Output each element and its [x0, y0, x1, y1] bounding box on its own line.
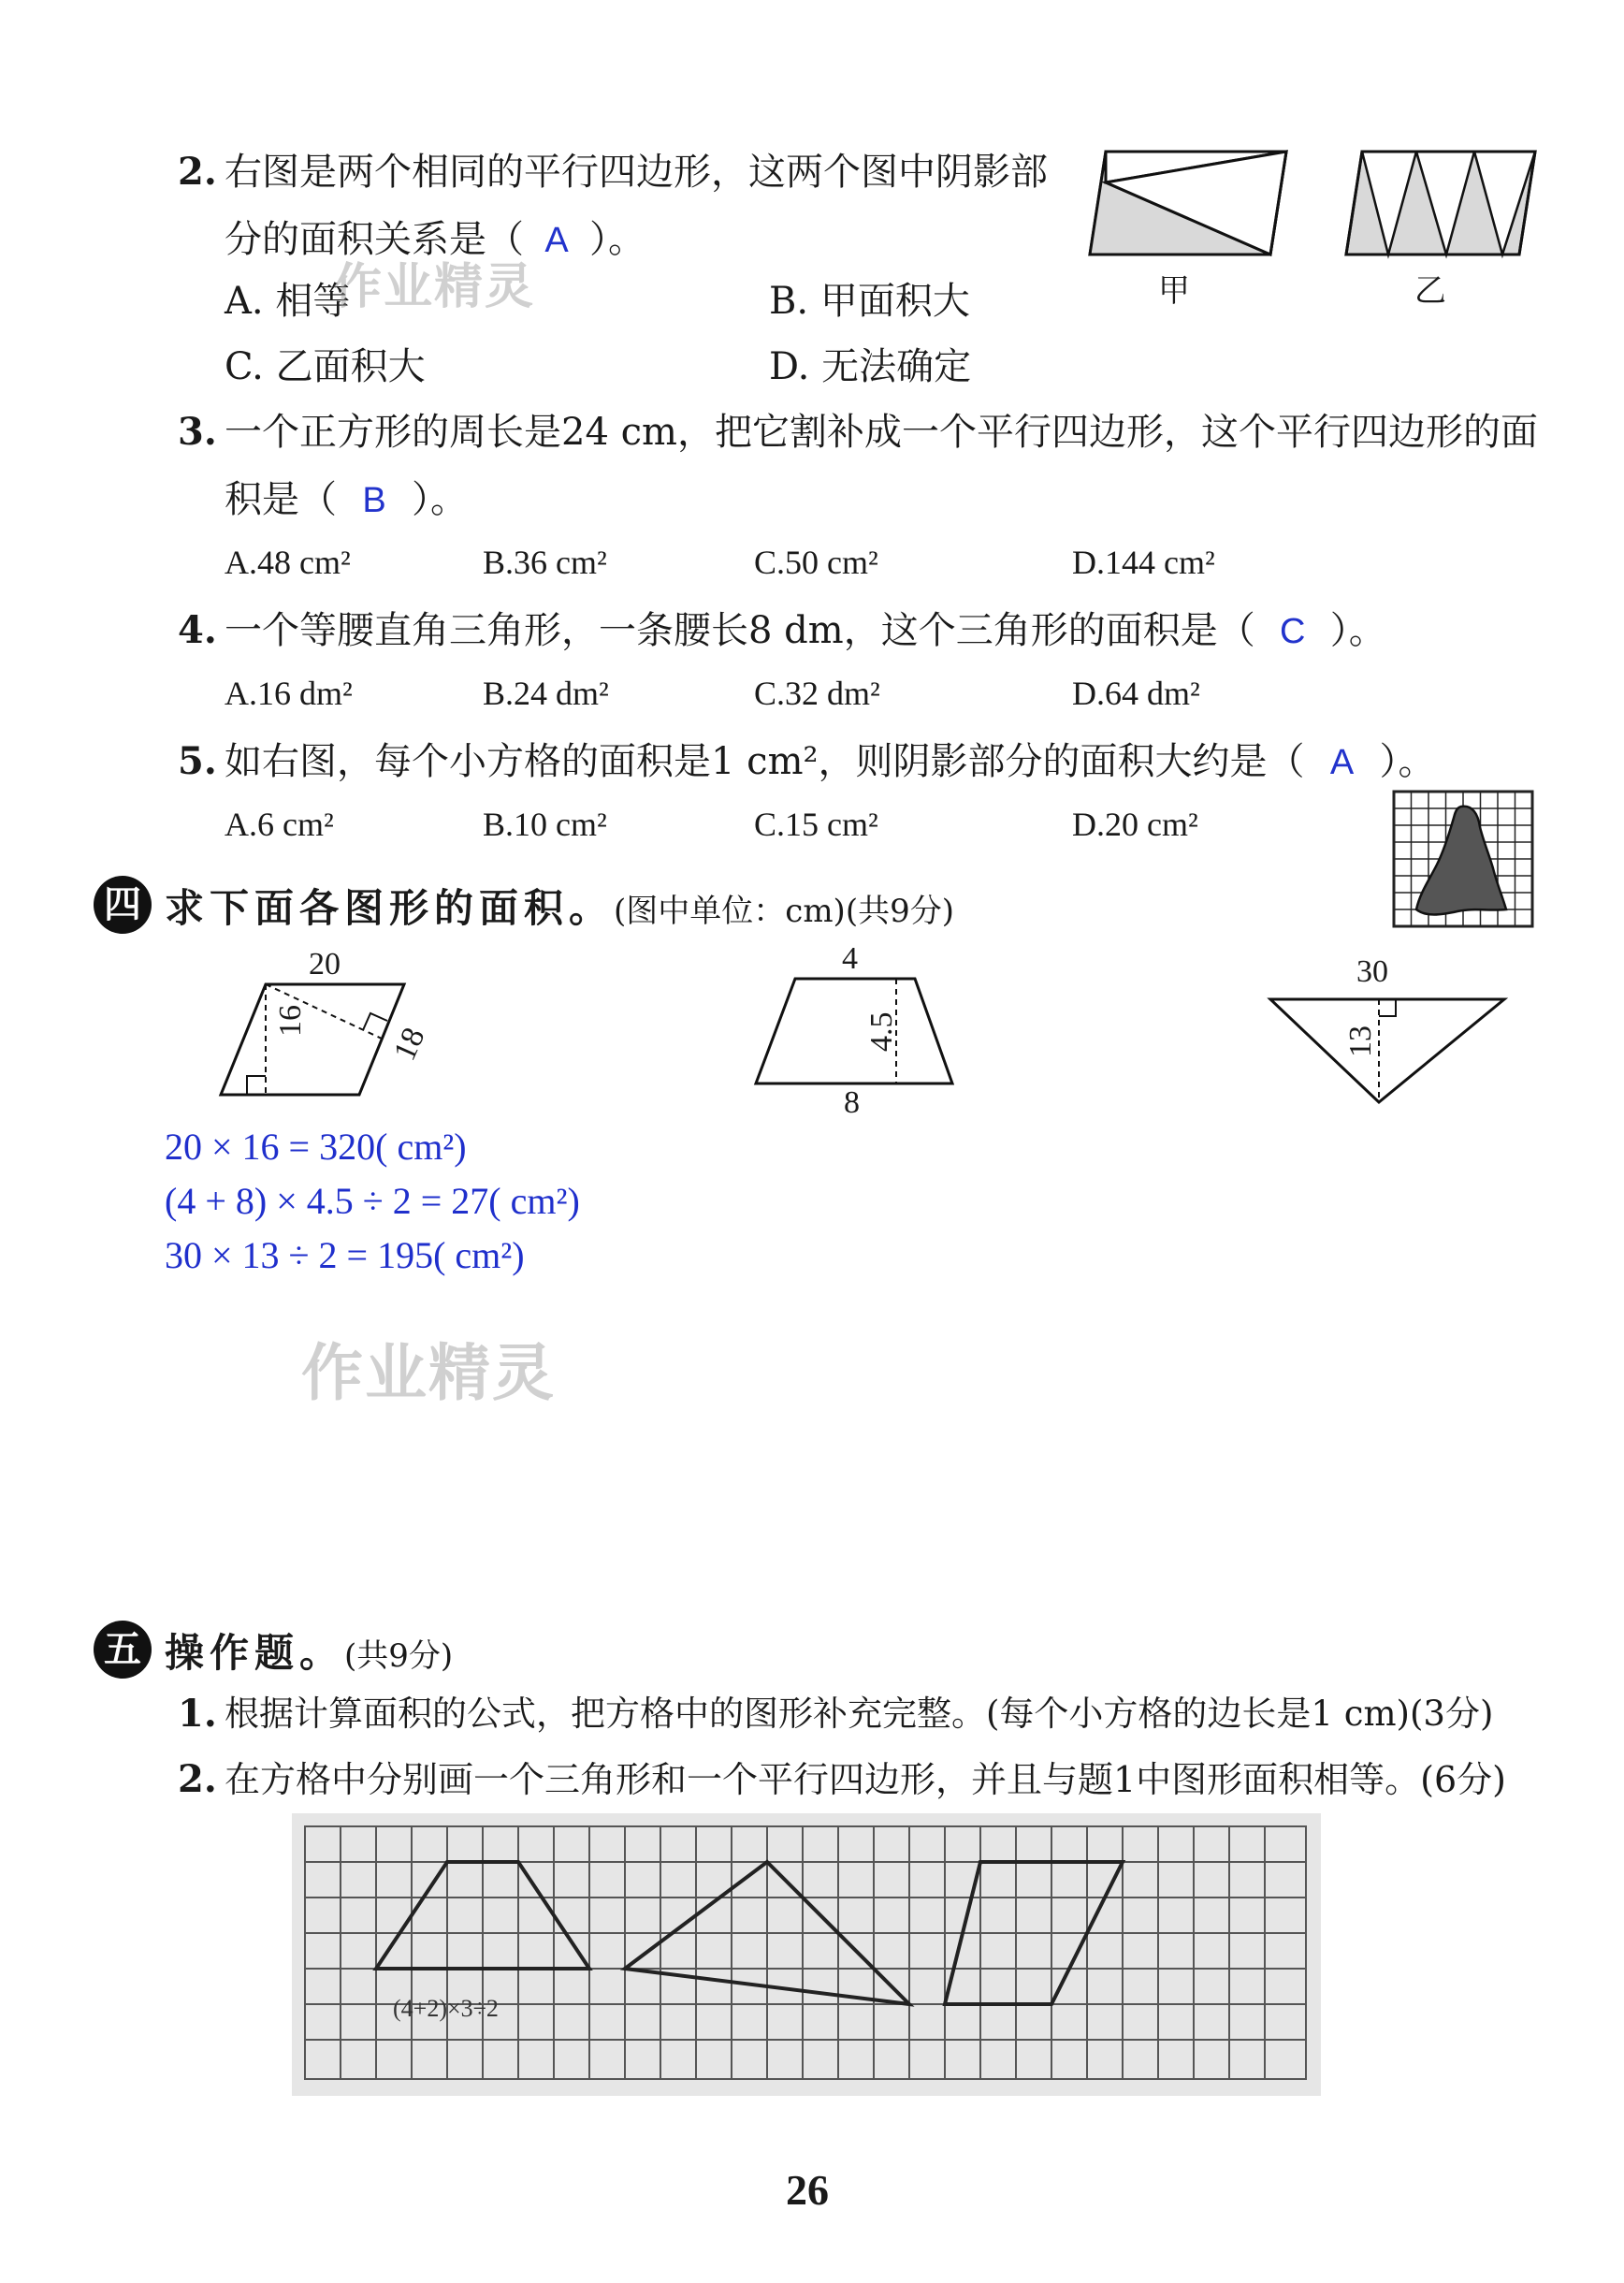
- q2-text-line1: 右图是两个相同的平行四边形，这两个图中阴影部: [225, 151, 1048, 194]
- q4-answer: C: [1279, 612, 1306, 651]
- q3-text-line2: [225, 477, 468, 523]
- q2-label-yi: 乙: [1414, 274, 1446, 309]
- watermark-top: 作业精灵: [333, 259, 536, 315]
- q3-number: 3.: [178, 410, 217, 454]
- q4-number: 4.: [178, 608, 217, 652]
- drawing-grid: [292, 1813, 1321, 2096]
- q5-number: 5.: [178, 739, 217, 783]
- q3-option-c: C.50 cm²: [754, 544, 878, 581]
- fig3-top-label: 30: [1356, 954, 1388, 989]
- calc-parallelogram: 20 × 16 = 320( cm²): [165, 1126, 467, 1168]
- fig2-bottom-label: 8: [844, 1085, 860, 1120]
- s5-q1-text: 根据计算面积的公式，把方格中的图形补充完整。(每个小方格的边长是1 cm)(3分): [225, 1694, 1494, 1734]
- section4-title-text: 求下面各图形的面积。: [165, 885, 615, 931]
- s5-q1-number: 1.: [178, 1692, 217, 1736]
- q2-text-prefix: 分的面积关系是（: [225, 218, 524, 261]
- q5-answer: A: [1329, 743, 1355, 782]
- section5-badge: 五: [94, 1621, 152, 1679]
- figure-triangle: [1267, 996, 1510, 1108]
- section5-note: (共9分): [344, 1637, 454, 1675]
- fig2-height-label: 4.5: [864, 1011, 899, 1052]
- q3-text-prefix: 积是（: [225, 478, 337, 521]
- q2-label-jia: 甲: [1158, 274, 1190, 309]
- q5-option-a: A.6 cm²: [225, 806, 334, 843]
- q4-option-d: D.64 dm²: [1072, 675, 1200, 712]
- section4-badge: 四: [94, 876, 152, 934]
- q5-shaded-region: [1416, 807, 1506, 915]
- q5-option-c: C.15 cm²: [754, 806, 878, 843]
- q3-option-a: A.48 cm²: [225, 544, 351, 581]
- q2-figure-jia: [1085, 150, 1291, 267]
- q2-option-a: A. 相等: [225, 280, 351, 323]
- fig2-top-label: 4: [842, 941, 858, 976]
- section5-title-text: 操作题。: [165, 1630, 345, 1676]
- q2-option-d: D. 无法确定: [769, 345, 972, 388]
- q2-number: 2.: [178, 150, 217, 194]
- grid-formula-note: (4+2)×3÷2: [393, 1995, 499, 2022]
- fig1-top-label: 20: [309, 947, 341, 982]
- q4-text-suffix: ）。: [1329, 609, 1386, 652]
- q3-option-d: D.144 cm²: [1072, 544, 1215, 581]
- s5-q2-number: 2.: [178, 1757, 217, 1801]
- q2-answer: A: [544, 221, 569, 260]
- q2-option-b: B. 甲面积大: [769, 280, 970, 323]
- section4-title: [165, 878, 954, 934]
- q4-option-a: A.16 dm²: [225, 675, 353, 712]
- q5-option-b: B.10 cm²: [483, 806, 607, 843]
- q3-option-b: B.36 cm²: [483, 544, 607, 581]
- s5-q2-text: 在方格中分别画一个三角形和一个平行四边形，并且与题1中图形面积相等。(6分): [225, 1759, 1507, 1800]
- q5-option-d: D.20 cm²: [1072, 806, 1198, 843]
- q4-text-line1: [225, 608, 1386, 654]
- q4-option-c: C.32 dm²: [754, 675, 880, 712]
- q5-grid-figure: [1392, 790, 1534, 928]
- watermark-middle: 作业精灵: [301, 1337, 556, 1409]
- q5-text-line1: [225, 739, 1436, 785]
- fig3-height-label: 13: [1343, 1025, 1378, 1057]
- figure-trapezoid: [752, 975, 958, 1097]
- fig1-slant-label: 18: [387, 1022, 432, 1067]
- q4-text-prefix: 一个等腰直角三角形，一条腰长8 dm，这个三角形的面积是（: [225, 609, 1255, 652]
- q3-answer: B: [362, 481, 386, 520]
- page-number: 26: [786, 2166, 829, 2214]
- q3-text-line1: 一个正方形的周长是24 cm，把它割补成一个平行四边形，这个平行四边形的面: [225, 411, 1538, 454]
- q3-text-suffix: ）。: [412, 478, 468, 521]
- calc-trapezoid: (4 + 8) × 4.5 ÷ 2 = 27( cm²): [165, 1180, 580, 1222]
- q4-option-b: B.24 dm²: [483, 675, 609, 712]
- section4-note: (图中单位：cm)(共9分): [614, 893, 954, 930]
- calc-triangle: 30 × 13 ÷ 2 = 195( cm²): [165, 1234, 525, 1276]
- q5-text-suffix: ）。: [1379, 740, 1436, 783]
- fig1-height-label: 16: [273, 1005, 308, 1037]
- q2-figure-yi: [1343, 150, 1540, 267]
- q2-option-c: C. 乙面积大: [225, 345, 426, 388]
- section5-title: [165, 1622, 453, 1679]
- q2-text-suffix: ）。: [589, 218, 645, 261]
- q5-text-prefix: 如右图，每个小方格的面积是1 cm²，则阴影部分的面积大约是（: [225, 740, 1305, 783]
